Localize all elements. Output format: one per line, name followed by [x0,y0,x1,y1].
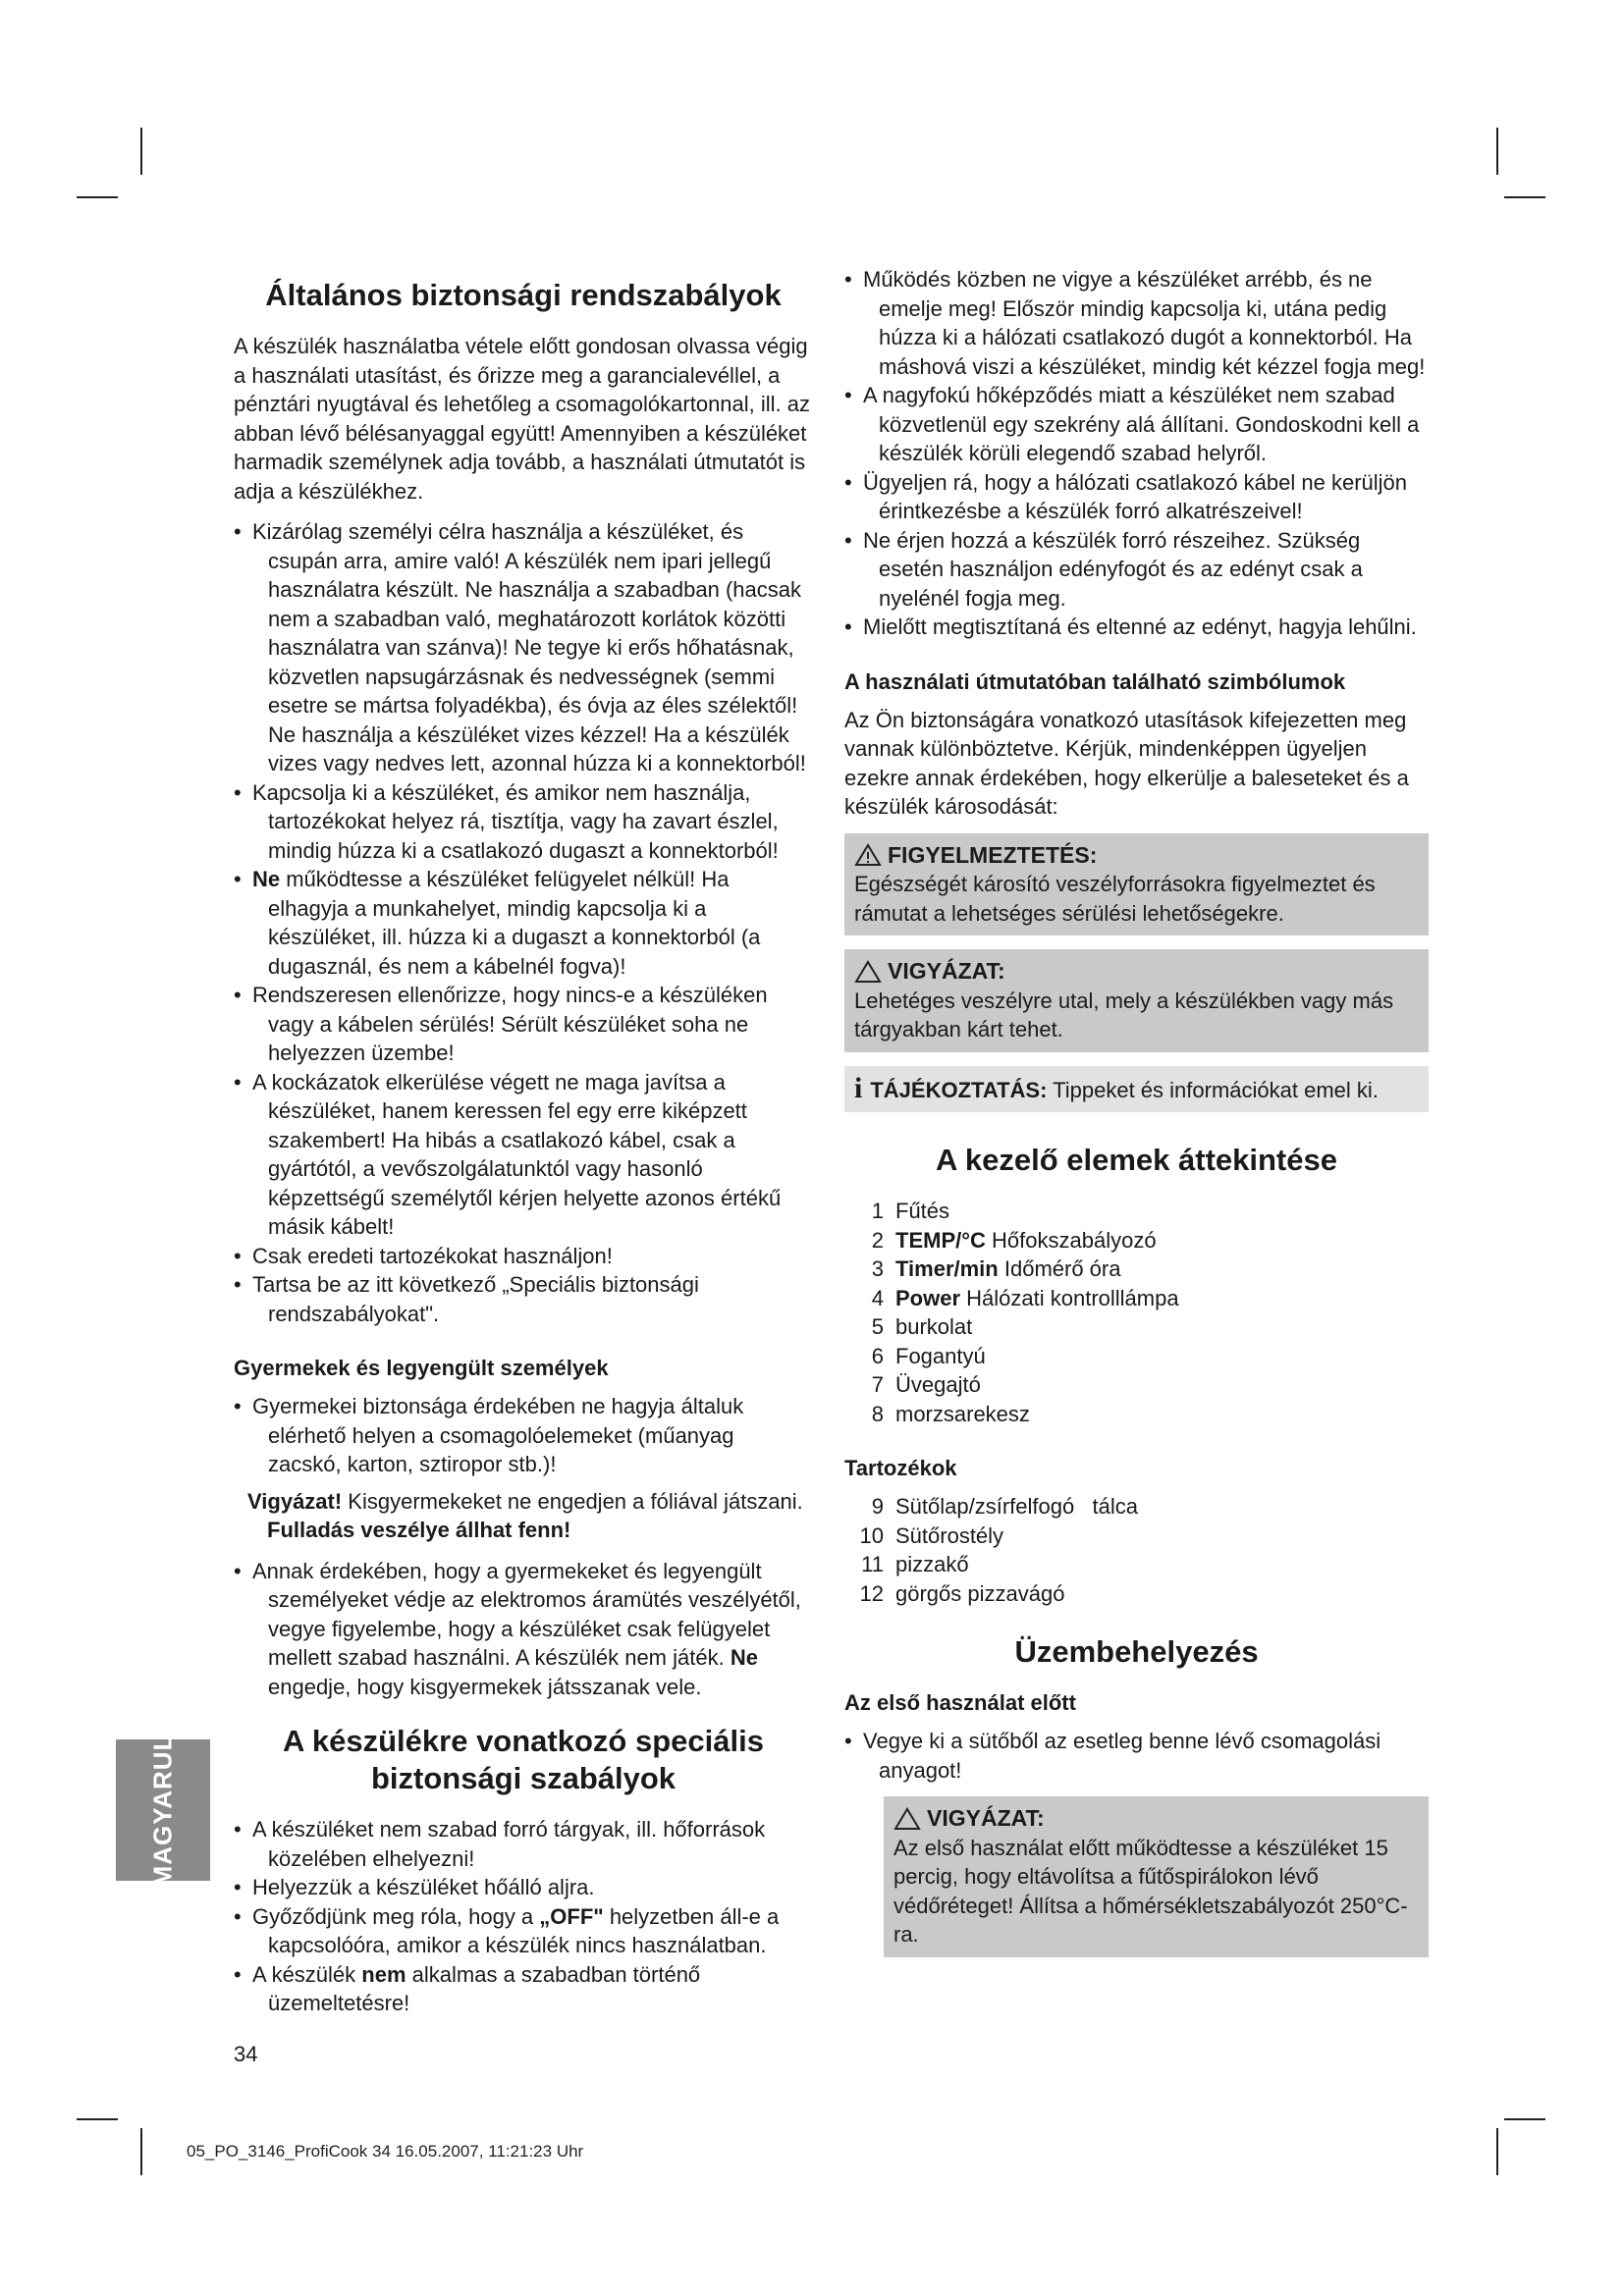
item-label: Hálózati kontrolllámpa [960,1285,1179,1310]
info-icon: i [854,1071,863,1104]
caution-triangle-icon [893,1807,921,1831]
accessories-list [858,1492,1429,1608]
print-footer: 05_PO_3146_ProfiCook 34 16.05.2007, 11:21:23 Uhr [187,2142,584,2161]
symbols-heading: A használati útmutatóban található szimbólumok [844,668,1346,694]
list-item [858,1226,1429,1255]
list-item [858,1370,1429,1400]
controls-list [858,1197,1429,1428]
item-label: Fűtés [895,1199,950,1223]
crop-mark [140,128,142,175]
children-heading: Gyermekek és legyengült személyek [234,1356,609,1380]
list-item [858,1492,1429,1522]
caution-title-text: VIGYÁZAT: [888,958,1005,984]
caution-text: Az első használat előtt működtesse a készüléket 15 percig, hogy eltávolítsa a fűtőspirálokon lévő védőréteget! Állítsa a hőmérsékletszabályozót 250°C-ra. [893,1835,1408,1947]
list-item: • A készüléket nem szabad forró tárgyak, ill. hőforrások közelében elhelyezni! [234,1815,813,1873]
left-column [234,277,813,2026]
item-label: Hőfokszabályozó [985,1227,1157,1253]
item-number: 7 [871,1372,884,1397]
info-text: Tippeket és információkat emel ki. [1047,1077,1379,1102]
right-column [844,265,1429,1971]
item-label: Sütőlap/zsírfelfogó tálca [895,1494,1139,1519]
list-item: • Ne érjen hozzá a készülék forró részeihez. Szükség esetén használjon edényfogót és az edényt csak a nyelénél fogja meg. [844,526,1429,614]
bold-nem: nem [361,1961,406,1987]
warning-title [854,841,1419,871]
caution-title-text: VIGYÁZAT: [927,1805,1045,1831]
item-label: burkolat [895,1314,973,1339]
list-item-text: Győződjünk meg róla, hogy a [252,1903,540,1929]
caution-title [893,1804,1419,1834]
warning-label: Vigyázat! [247,1488,343,1514]
list-item: • Kapcsolja ki a készüléket, és amikor nem használja, tartozékokat helyez rá, tisztítja, vagy ha zavart észlel, mindig húzza ki a csatlakozó dugaszt a konnektorból! [234,778,813,866]
crop-mark [1496,128,1498,175]
list-item-text: működtesse a készüléket felügyelet nélkül! Ha elhagyja a munkahelyet, mindig kapcsolja ki a készüléket, ill. húzza ki a dugaszt a konnektorból (a dugasznál, és nem a kábelnél fogva)! [268,867,761,979]
special-safety-list [234,1815,813,2018]
caution-box-2 [884,1796,1429,1957]
item-number: 3 [871,1256,884,1281]
caution-box [844,949,1429,1052]
list-item [234,865,813,981]
list-item [858,1342,1429,1371]
list-item [858,1522,1429,1551]
list-item: • Működés közben ne vigye a készüléket arrébb, és ne emelje meg! Először mindig kapcsolja ki, utána pedig húzza ki a hálózati csatlakozó dugót a konnektorból. Ha máshová viszi a készüléket, mindig két kézzel fogja meg! [844,265,1429,381]
general-safety-title: Általános biztonsági rendszabályok [265,278,782,312]
list-item-text: A készülék [252,1961,362,1987]
warning-text: Egészségét károsító veszélyforrásokra figyelmeztet és rámutat a lehetséges sérülési lehetőségekre. [854,872,1376,926]
list-item [234,1557,813,1702]
list-item: • Ügyeljen rá, hogy a hálózati csatlakozó kábel ne kerüljön érintkezésbe a készülék forró alkatrészeivel! [844,468,1429,526]
list-item [234,1902,813,1960]
crop-mark [1504,2118,1545,2120]
list-item: • Tartsa be az itt következő „Speciális biztonsági rendszabályokat". [234,1270,813,1328]
children-warning [234,1487,813,1545]
item-number: 4 [871,1285,884,1310]
item-number: 1 [871,1199,884,1223]
crop-mark [77,2118,118,2120]
item-label-bold: Timer/min [895,1256,999,1281]
symbols-intro: Az Ön biztonságára vonatkozó utasítások kifejezetten meg vannak különböztetve. Kérjük, mindenképpen ügyeljen ezekre annak érdekében, hogy elkerülje a baleseteket és a készülék károsodását: [844,707,1409,819]
accessories-heading: Tartozékok [844,1456,957,1480]
list-item [858,1400,1429,1429]
safety-bullet-list [234,517,813,1328]
crop-mark [140,2128,142,2175]
item-label: morzsarekesz [895,1401,1030,1426]
item-number: 6 [871,1343,884,1368]
bold-ne: Ne [730,1645,758,1670]
suffocation-warning: Fulladás veszélye állhat fenn! [267,1518,571,1542]
warning-text: Kisgyermekeket ne engedjen a fóliával játszani. [342,1488,803,1514]
crop-mark [1496,2128,1498,2175]
off-label: „OFF" [539,1903,604,1929]
list-item: • Helyezzük a készüléket hőálló aljra. [234,1873,813,1902]
page-number: 34 [234,2042,258,2066]
right-bullet-list [844,265,1429,642]
list-item: • Csak eredeti tartozékokat használjon! [234,1242,813,1271]
language-side-tab [116,1734,210,1887]
children-list-2 [234,1557,813,1702]
crop-mark [77,196,118,198]
item-number: 12 [859,1580,884,1606]
list-item [858,1579,1429,1609]
caution-title [854,957,1419,987]
language-label: MAGYARUL [147,1734,178,1887]
item-label: görgős pizzavágó [895,1580,1065,1606]
list-item [858,1312,1429,1342]
list-item: • Kizárólag személyi célra használja a készüléket, és csupán arra, amire való! A készülék nem ipari jellegű használatra készült. Ne használja a szabadban (hacsak nem a szabadban való, meghatározott korlátok közötti használatra van szánva)! Ne tegye ki erős hőhatásnak, közvetlen napsugárzásnak és nedvességnek (semmi esetre se mártsa folyadékba), és óvja az éles szélektől! Ne használja a készüléket vizes kézzel! Ha a készülék vizes vagy nedves lett, azonnal húzza ki a konnektorból! [234,517,813,778]
crop-mark [1504,196,1545,198]
list-item-text: helyzetben áll-e a kapcsolóóra, amikor a készülék nincs használatban. [268,1903,780,1957]
item-label: Időmérő óra [998,1256,1121,1281]
item-number: 9 [871,1494,884,1519]
controls-title: A kezelő elemek áttekintése [936,1143,1337,1177]
list-item: • A nagyfokú hőképződés miatt a készüléket nem szabad közvetlenül egy szekrény alá állítani. Gondoskodni kell a készülék körüli elegendő szabad helyről. [844,381,1429,468]
list-item: • A kockázatok elkerülése végett ne maga javítsa a készüléket, hanem keressen fel egy erre kiképzett szakembert! Ha hibás a csatlakozó kábel, csak a gyártótól, a vevőszolgálatunktól vagy hasonló képzettségű személytől kérjen helyette azonos értékű másik kábelt! [234,1068,813,1242]
list-item-text: Annak érdekében, hogy a gyermekeket és legyengült személyeket védje az elektromos áramütés veszélyétől, vegye figyelembe, hogy a készüléket csak felügyelet mellett szabad használni. A készülék nem játék. [252,1558,801,1670]
warning-triangle-icon [854,843,882,867]
intro-paragraph: A készülék használatba vétele előtt gondosan olvassa végig a használati utasítást, és őrizze meg a garancialevéllel, a pénztári nyugtával és lehetőleg a csomagolókartonnal, ill. az abban lévő bélésanyaggal együtt! Amennyiben a készüléket harmadik személynek adja tovább, a használati útmutatót is adja a készülékhez. [234,334,811,504]
item-label-bold: TEMP/°C [895,1227,986,1253]
warning-title-text: FIGYELMEZTETÉS: [888,841,1098,868]
bold-ne: Ne [252,867,281,891]
list-item: • Gyermekei biztonsága érdekében ne hagyja általuk elérhető helyen a csomagolóelemeket (műanyag zacskó, karton, sztiropor stb.)! [234,1392,813,1479]
item-number: 10 [859,1522,884,1548]
item-number: 2 [871,1227,884,1253]
list-item [858,1284,1429,1313]
list-item-text: alkalmas a szabadban történő üzemeltetésre! [268,1961,701,2015]
list-item [858,1550,1429,1579]
list-item [234,1960,813,2018]
setup-title: Üzembehelyezés [1014,1634,1259,1669]
special-safety-title: A készülékre vonatkozó speciális biztonsági szabályok [283,1724,764,1795]
list-item: • Rendszeresen ellenőrizze, hogy nincs-e a készüléken vagy a kábelen sérülés! Sérült készüléket soha ne helyezzen üzembe! [234,981,813,1068]
children-list [234,1392,813,1479]
item-label: pizzakő [895,1552,969,1576]
list-item [858,1255,1429,1284]
first-use-heading: Az első használat előtt [844,1690,1076,1715]
item-number: 11 [861,1552,884,1576]
list-item [858,1197,1429,1226]
first-use-list [844,1727,1429,1785]
warning-box [844,833,1429,936]
info-title: TÁJÉKOZTATÁS: [870,1077,1048,1102]
list-item: • Vegye ki a sütőből az esetleg benne lévő csomagolási anyagot! [844,1727,1429,1785]
caution-triangle-icon [854,960,882,984]
item-label: Üvegajtó [895,1372,981,1397]
item-label-bold: Power [895,1285,961,1310]
item-number: 8 [871,1401,884,1426]
caution-text: Lehetéges veszélyre utal, mely a készülékben vagy más tárgyakban kárt tehet. [854,988,1394,1041]
info-box [844,1066,1429,1113]
item-label: Fogantyú [895,1343,986,1368]
list-item-text: engedje, hogy kisgyermekek játsszanak vele. [268,1674,702,1699]
item-number: 5 [871,1314,884,1339]
item-label: Sütőrostély [895,1522,1004,1548]
list-item: • Mielőtt megtisztítaná és eltenné az edényt, hagyja lehűlni. [844,613,1429,642]
